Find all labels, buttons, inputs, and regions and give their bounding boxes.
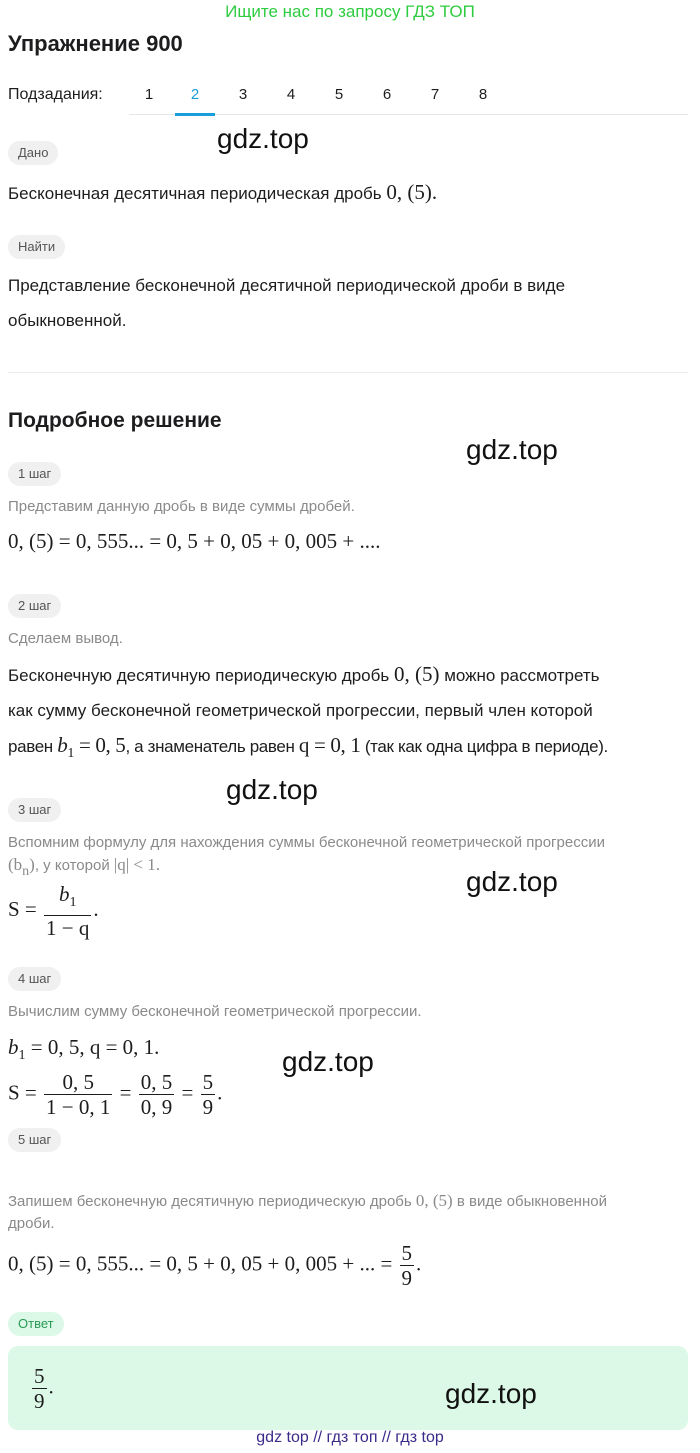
answer-end: . [48, 1374, 54, 1399]
step-4-fraction-1 [44, 1070, 112, 1119]
step-4-eq-2: = [181, 1080, 194, 1105]
watermark: gdz.top [226, 774, 318, 805]
step-3-formula-end: . [93, 896, 99, 921]
step-3-hint-math2: |q| < 1. [113, 855, 161, 874]
section-divider [8, 372, 688, 373]
find-text-line1: Представление бесконечной десятичной периодической дроби в виде [8, 276, 566, 295]
step-2-line2: как сумму бесконечной геометрической прогрессии, первый член которой [8, 701, 593, 720]
find-text-line2: обыкновенной. [8, 311, 127, 330]
step-2-line1-b: можно рассмотреть [444, 666, 600, 685]
step-2-hint: Сделаем вывод. [8, 630, 123, 647]
step-4-fraction-1-den: 1 − 0, 1 [46, 1095, 111, 1119]
step-4-formula-lhs: S = [8, 1080, 37, 1105]
step-5-chip: 5 шаг [8, 1128, 61, 1152]
step-4-formula [8, 1070, 222, 1119]
given-chip: Дано [8, 141, 58, 165]
step-5-hint-a: Запишем бесконечную десятичную периодическую дробь [8, 1193, 412, 1210]
step-2-line3-c: (так как одна цифра в периоде). [364, 737, 608, 756]
watermark: gdz.top [466, 866, 558, 897]
step-3-formula-lhs: S = [8, 896, 37, 921]
step-2-line1 [8, 657, 688, 693]
step-5-formula-lhs: 0, (5) = 0, 555... = 0, 5 + 0, 05 + 0, 005 + ... = [8, 1251, 393, 1276]
step-3-hint-math1-sub: n [22, 864, 30, 879]
step-5-hint-b: в виде обыкновенной [456, 1193, 607, 1210]
find-chip: Найти [8, 235, 65, 259]
answer-fraction-num: 5 [34, 1364, 45, 1388]
find-text [8, 268, 688, 338]
step-3-hint [8, 832, 693, 883]
answer-box [8, 1346, 688, 1430]
step-2-line3-a: равен [8, 737, 53, 756]
step-3-hint-b: , у которой [34, 857, 110, 874]
step-2-line1-math: 0, (5) [393, 662, 440, 686]
step-5-fraction-den: 9 [401, 1266, 413, 1290]
step-1-hint: Представим данную дробь в виде суммы дробей. [8, 498, 355, 515]
step-2-line3-b: , а знаменатель равен [125, 737, 295, 756]
step-5-fraction [400, 1241, 415, 1290]
step-2-line1-a: Бесконечную десятичную периодическую дробь [8, 666, 390, 685]
step-2-chip: 2 шаг [8, 594, 61, 618]
watermark: gdz.top [282, 1046, 374, 1077]
step-5-hint-line2: дроби. [8, 1215, 55, 1232]
given-text-label: Бесконечная десятичная периодическая дробь [8, 184, 382, 203]
step-4-chip: 4 шаг [8, 967, 61, 991]
tab-subtask-4[interactable]: 4 [286, 86, 296, 103]
step-4-fraction-3-den: 9 [202, 1095, 214, 1119]
tab-subtask-7[interactable]: 7 [430, 86, 440, 103]
answer-value [30, 1364, 54, 1413]
answer-fraction-den: 9 [34, 1389, 45, 1413]
step-4-line1: $b_1 = 0$, 5, q = 0, 1. [8, 1035, 160, 1063]
step-5-formula [8, 1241, 421, 1290]
step-3-fraction-den: 1 − q [46, 916, 90, 940]
given-math: 0, (5). [386, 180, 438, 204]
step-4-fraction-1-num: 0, 5 [44, 1070, 112, 1095]
watermark: gdz.top [466, 434, 558, 465]
step-3-hint-math1 [8, 855, 35, 879]
page-title: Упражнение 900 [8, 31, 183, 56]
step-4-hint: Вычислим сумму бесконечной геометрической прогрессии. [8, 1003, 422, 1020]
footer-links[interactable]: gdz top // гдз топ // гдз top [256, 1429, 444, 1446]
step-3-fraction [44, 882, 91, 940]
step-3-hint-math1-b: ) [29, 855, 35, 874]
step-1-chip: 1 шаг [8, 462, 61, 486]
step-3-hint-math1-a: (b [8, 855, 23, 874]
step-1-math: 0, (5) = 0, 555... = 0, 5 + 0, 05 + 0, 005 + .... [8, 529, 381, 553]
step-4-fraction-2 [139, 1070, 175, 1119]
step-3-hint-line1: Вспомним формулу для нахождения суммы бесконечной геометрической прогрессии [8, 834, 605, 851]
step-3-num-sub: 1 [69, 895, 77, 910]
step-4-line1-text: = 0, 5, q = 0, 1. [30, 1035, 160, 1059]
step-3-hint-line2 [8, 854, 693, 883]
subtasks-nav [8, 86, 688, 116]
step-5-hint-math: 0, (5) [415, 1191, 453, 1210]
step-5-fraction-num: 5 [401, 1241, 413, 1265]
given-text [8, 175, 688, 211]
step-5-formula-end: . [416, 1251, 422, 1276]
step-2-text [8, 657, 688, 771]
solution-title: Подробное решение [8, 409, 222, 432]
step-2-line3-math1: $b_1 = 0$, 5 [57, 733, 126, 761]
step-4-eq-1: = [119, 1080, 132, 1105]
watermark: gdz.top [217, 123, 309, 154]
step-4-fraction-3 [201, 1070, 216, 1119]
step-4-fraction-2-den: 0, 9 [140, 1095, 173, 1119]
step-2-line3-math2: q = 0, 1 [298, 733, 361, 757]
tab-subtask-3[interactable]: 3 [238, 86, 248, 103]
step-3-chip: 3 шаг [8, 798, 61, 822]
step-3-num-b: b [58, 882, 70, 906]
tab-subtask-1[interactable]: 1 [144, 86, 154, 103]
step-5-hint [8, 1190, 693, 1235]
step-2-line3 [8, 728, 688, 771]
subtasks-label: Подзадания: [8, 86, 103, 103]
answer-fraction [32, 1364, 47, 1413]
step-5-hint-line1 [8, 1190, 693, 1213]
step-3-formula [8, 882, 99, 940]
step-4-fraction-3-num: 5 [202, 1070, 214, 1094]
step-3-fraction-num [44, 882, 91, 916]
step-2-line3-math1-rhs: = 0, 5 [78, 733, 126, 757]
tab-subtask-5[interactable]: 5 [334, 86, 344, 103]
watermark: gdz.top [445, 1378, 537, 1409]
tab-subtask-6[interactable]: 6 [382, 86, 392, 103]
step-4-fraction-2-num: 0, 5 [140, 1070, 173, 1094]
promo-banner: Ищите нас по запросу ГДЗ ТОП [225, 2, 475, 21]
step-4-formula-end: . [217, 1080, 223, 1105]
tab-subtask-8[interactable]: 8 [478, 86, 488, 103]
tab-subtask-2[interactable]: 2 [175, 86, 215, 103]
answer-chip: Ответ [8, 1312, 64, 1336]
